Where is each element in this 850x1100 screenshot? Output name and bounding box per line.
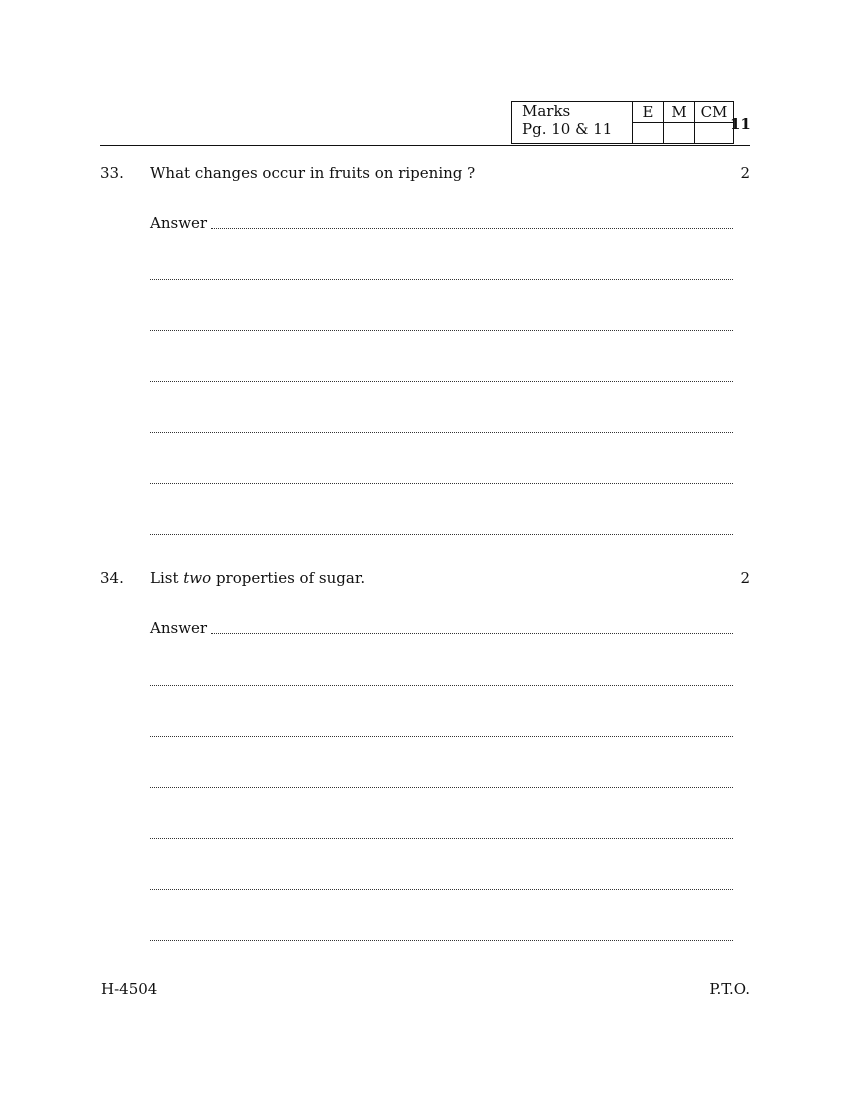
answer-33-line-5[interactable] [150, 418, 733, 436]
dotted-line [150, 736, 733, 737]
answer-33-line-3[interactable] [150, 316, 733, 334]
answer-34-line-3[interactable] [150, 722, 733, 740]
question-33-text: What changes occur in fruits on ripening ? [150, 164, 476, 182]
marks-label: Marks [522, 102, 571, 120]
answer-34-label: Answer [150, 619, 208, 637]
col-e-header: E [633, 102, 664, 123]
dotted-line [150, 432, 733, 433]
answer-34-line-7[interactable] [150, 926, 733, 944]
question-34-number: 34. [100, 569, 124, 587]
question-34-text-emph: two [183, 569, 212, 587]
answer-33-line-2[interactable] [150, 265, 733, 283]
col-m-value[interactable] [664, 123, 695, 144]
answer-34-line-4[interactable] [150, 773, 733, 791]
col-e-value[interactable] [633, 123, 664, 144]
col-m-header: M [664, 102, 695, 123]
dotted-line [150, 685, 733, 686]
dotted-line [150, 534, 733, 535]
pages-label: Pg. 10 & 11 [522, 120, 613, 138]
answer-34-line-2[interactable] [150, 671, 733, 689]
dotted-line [150, 787, 733, 788]
dotted-line [150, 483, 733, 484]
question-34-marks: 2 [740, 569, 750, 587]
marks-label-cell [512, 102, 633, 144]
please-turn-over: P.T.O. [709, 980, 750, 998]
dotted-line [150, 889, 733, 890]
answer-33-line-1[interactable] [150, 214, 733, 232]
header-rule [100, 145, 750, 146]
answer-34-line-1[interactable] [150, 619, 733, 637]
answer-33-line-4[interactable] [150, 367, 733, 385]
dotted-line [150, 940, 733, 941]
page-number: 11 [730, 115, 751, 133]
answer-34-line-6[interactable] [150, 875, 733, 893]
dotted-line [211, 633, 733, 634]
answer-33-label: Answer [150, 214, 208, 232]
question-34-text-after: properties of sugar. [211, 569, 366, 587]
question-33-number: 33. [100, 164, 124, 182]
question-34-text-before: List [150, 569, 184, 587]
question-34-text [150, 569, 365, 587]
answer-34-line-5[interactable] [150, 824, 733, 842]
marks-table [511, 101, 734, 144]
col-cm-value[interactable] [695, 123, 734, 144]
dotted-line [150, 330, 733, 331]
dotted-line [150, 279, 733, 280]
col-cm-header: CM [695, 102, 734, 123]
question-33-marks: 2 [740, 164, 750, 182]
dotted-line [211, 228, 733, 229]
dotted-line [150, 838, 733, 839]
dotted-line [150, 381, 733, 382]
answer-33-line-6[interactable] [150, 469, 733, 487]
answer-33-line-7[interactable] [150, 520, 733, 538]
paper-code: H-4504 [101, 980, 158, 998]
